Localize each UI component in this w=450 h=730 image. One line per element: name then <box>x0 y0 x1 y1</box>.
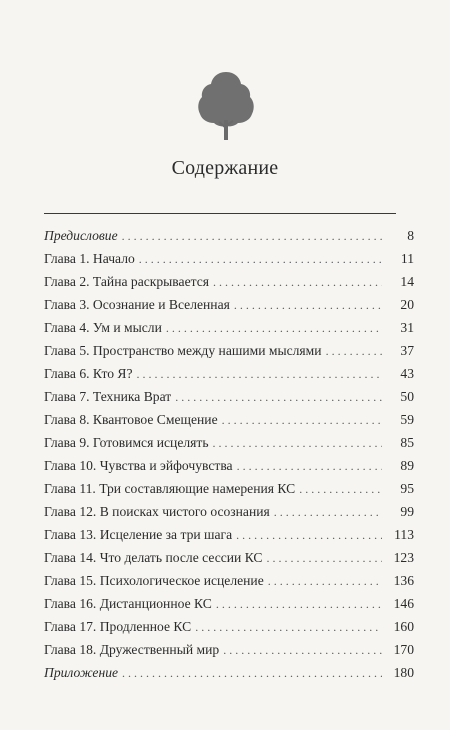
toc-entry-page: 50 <box>400 389 414 404</box>
toc-entry-page: 37 <box>400 343 414 358</box>
toc-entry-page: 136 <box>393 573 414 588</box>
toc-entry <box>44 592 414 615</box>
toc-entry-title: Глава 7. Техника Врат <box>44 389 172 404</box>
dot-leader <box>222 409 382 432</box>
toc-entry-page: 180 <box>393 665 414 680</box>
dot-leader <box>213 271 382 294</box>
toc-entry-page: 146 <box>393 596 414 611</box>
toc-entry <box>44 316 414 339</box>
toc-entry-page: 11 <box>400 251 414 266</box>
toc-entry-title: Глава 17. Продленное КС <box>44 619 192 634</box>
dot-leader <box>268 570 382 593</box>
dot-leader <box>195 616 382 639</box>
toc-entry-page: 43 <box>400 366 414 381</box>
toc-entry-title: Глава 12. В поисках чистого осознания <box>44 504 270 519</box>
toc-entry-title: Глава 13. Исцеление за три шага <box>44 527 233 542</box>
toc-entry-page: 20 <box>400 297 414 312</box>
dot-leader <box>237 455 382 478</box>
dot-leader <box>139 248 382 271</box>
toc-entry-title: Глава 15. Психологическое исцеление <box>44 573 264 588</box>
toc-entry-title: Глава 2. Тайна раскрывается <box>44 274 209 289</box>
toc-entry-title: Глава 18. Дружественный мир <box>44 642 220 657</box>
dot-leader <box>216 593 382 616</box>
toc-entry-page: 99 <box>400 504 414 519</box>
toc-entry-page: 59 <box>400 412 414 427</box>
toc-entry-title: Глава 5. Пространство между нашими мыслями <box>44 343 322 358</box>
dot-leader <box>213 432 382 455</box>
toc-entry-title: Глава 8. Квантовое Смещение <box>44 412 218 427</box>
dot-leader <box>122 662 382 685</box>
dot-leader <box>299 478 382 501</box>
toc-entry-title: Глава 11. Три составляющие намерения КС <box>44 481 296 496</box>
toc-entry-title: Глава 1. Начало <box>44 251 135 266</box>
dot-leader <box>234 294 382 317</box>
toc-entry <box>44 339 414 362</box>
toc-entry <box>44 431 414 454</box>
dot-leader <box>175 386 382 409</box>
toc-entry <box>44 247 414 270</box>
toc-entry-page: 31 <box>400 320 414 335</box>
dot-leader <box>274 501 382 524</box>
dot-leader <box>223 639 382 662</box>
toc-entry <box>44 638 414 661</box>
toc-entry-title: Предисловие <box>44 228 118 243</box>
table-of-contents <box>44 224 414 684</box>
toc-entry-page: 160 <box>393 619 414 634</box>
toc-entry-title: Глава 16. Дистанционное КС <box>44 596 212 611</box>
dot-leader <box>326 340 382 363</box>
toc-entry-title: Глава 4. Ум и мысли <box>44 320 162 335</box>
toc-entry <box>44 615 414 638</box>
toc-entry-title: Приложение <box>44 665 119 680</box>
toc-entry <box>44 385 414 408</box>
toc-entry-page: 170 <box>393 642 414 657</box>
page-title: Содержание <box>171 157 279 179</box>
dot-leader <box>137 363 382 386</box>
toc-entry <box>44 569 414 592</box>
toc-entry <box>44 454 414 477</box>
dot-leader <box>267 547 382 570</box>
toc-entry <box>44 500 414 523</box>
toc-entry <box>44 362 414 385</box>
dot-leader <box>166 317 382 340</box>
toc-entry-page: 123 <box>393 550 414 565</box>
toc-entry <box>44 408 414 431</box>
toc-entry-title: Глава 10. Чувства и эйфочувства <box>44 458 233 473</box>
title-divider <box>44 213 396 214</box>
toc-entry-page: 14 <box>400 274 414 289</box>
toc-entry-title: Глава 6. Кто Я? <box>44 366 133 381</box>
tree-icon <box>197 70 255 142</box>
dot-leader <box>236 524 382 547</box>
toc-entry <box>44 477 414 500</box>
toc-entry-page: 8 <box>407 228 414 243</box>
toc-entry-title: Глава 3. Осознание и Вселенная <box>44 297 230 312</box>
toc-entry-page: 85 <box>400 435 414 450</box>
toc-entry-title: Глава 9. Готовимся исцелять <box>44 435 209 450</box>
toc-entry-page: 113 <box>394 527 414 542</box>
toc-entry <box>44 546 414 569</box>
toc-entry <box>44 270 414 293</box>
toc-entry-page: 89 <box>400 458 414 473</box>
toc-entry-page: 95 <box>400 481 414 496</box>
toc-entry-title: Глава 14. Что делать после сессии КС <box>44 550 263 565</box>
dot-leader <box>122 225 382 248</box>
toc-entry <box>44 661 414 684</box>
toc-entry <box>44 293 414 316</box>
toc-entry <box>44 523 414 546</box>
toc-entry <box>44 224 414 247</box>
